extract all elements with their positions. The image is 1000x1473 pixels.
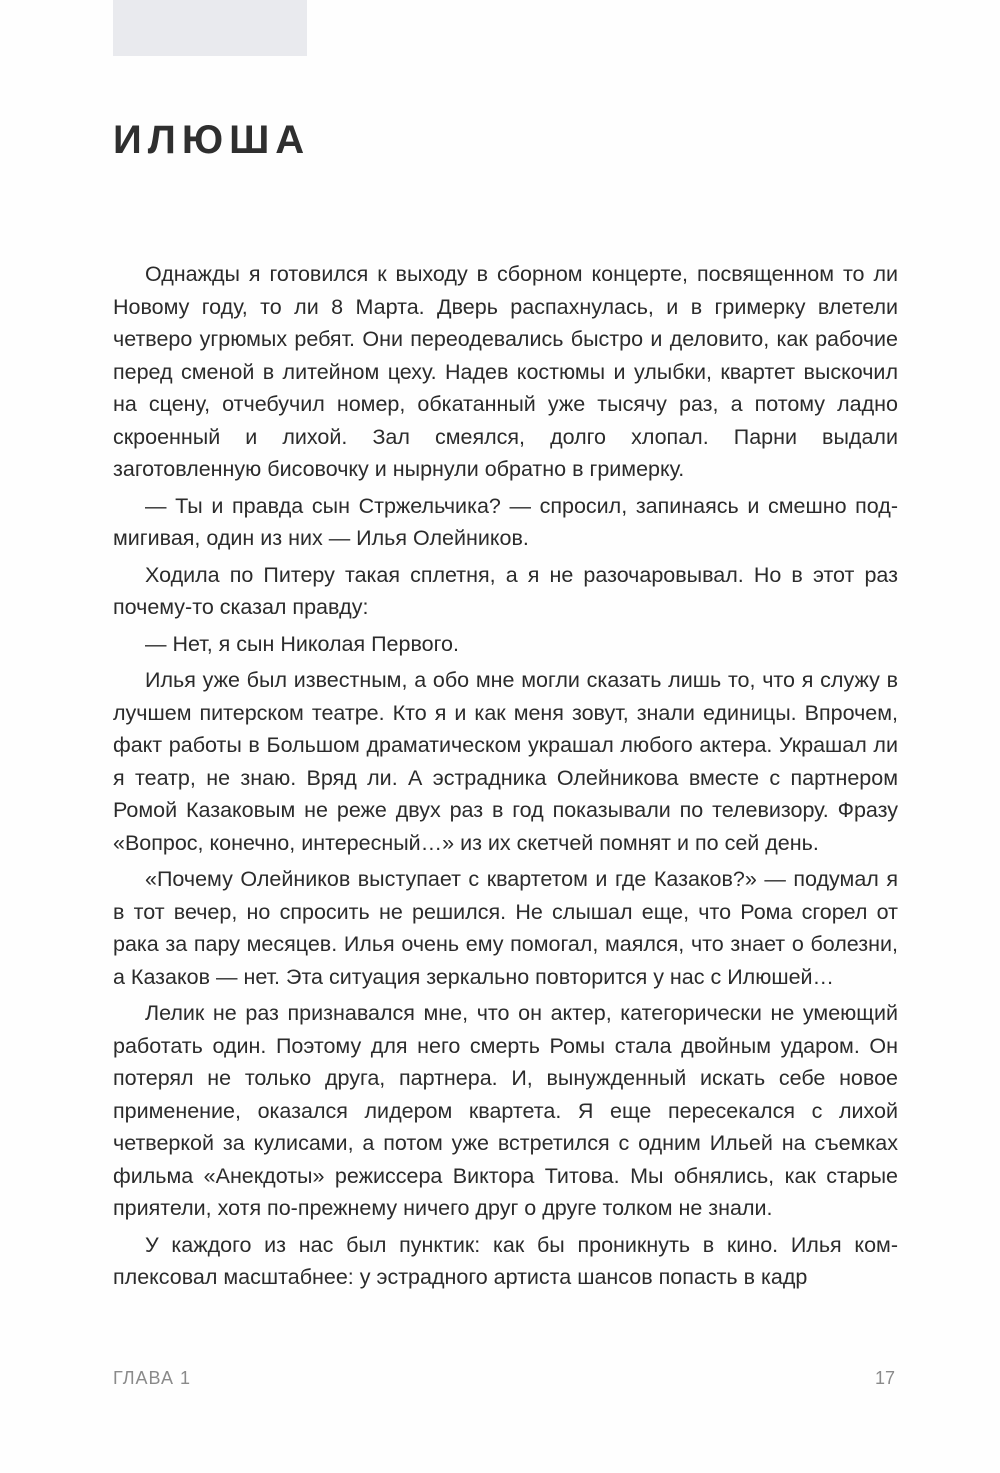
body-text xyxy=(113,258,898,1298)
paragraph: — Нет, я сын Николая Первого. xyxy=(145,631,459,656)
paragraph: «Почему Олейников выступает с квартетом и где Казаков?» — подумал я в тот вечер, но спросить не решился. Не слышал еще, что Рома сгорел от рака за пару месяцев. Илья очень ему помогал, маялся, что знает о болезни, а Казаков — нет. Эта ситуация зеркально повторится у нас с Илюшей… xyxy=(113,867,898,989)
paragraph: Однажды я готовился к выходу в сборном концерте, посвященном то ли Новому году, то ли 8 Марта. Дверь распахнулась, и в гримерку влетели четверо угрюмых ребят. Они переодевались быстро и деловито, как рабочие перед сменой в литейном цеху. Надев костюмы и улыбки, квартет выскочил на сцену, отчебучил номер, обкатанный уже тысячу раз, а потому ладно скроенный и лихой. Зал смеялся, долго хлопал. Парни выдали заготовленную бисовочку и нырнули обратно в гримерку. xyxy=(113,262,898,481)
chapter-title: ИЛЮША xyxy=(113,118,311,162)
page-number: 17 xyxy=(874,1368,895,1388)
paragraph: — Ты и правда сын Стржельчика? — спросил, запинаясь и смешно подмигивая, один из них — Илья Олейников. xyxy=(113,493,898,550)
paragraph: Лелик не раз признавался мне, что он актер, категорически не умеющий работать один. Поэтому для него смерть Ромы стала двойным ударом. Он потерял не только друга, партнера. И, вынужденный искать себе новое применение, оказался лидером квартета. Я еще пересекался с лихой четверкой за кулисами, а потом уже встретился с одним Ильей на съемках фильма «Анекдоты» режиссера Виктора Титова. Мы обнялись, как старые приятели, хотя по-прежнему ничего друг о друге толком не знали. xyxy=(113,1001,898,1220)
header-decoration-block xyxy=(113,0,307,56)
paragraph: Илья уже был известным, а обо мне могли сказать лишь то, что я служу в лучшем питерском театре. Кто я и как меня зовут, знали единицы. Впрочем, факт работы в Большом драматическом украшал любого актера. Украшал ли я театр, не знаю. Вряд ли. А эстрадника Олейникова вместе с партнером Ромой Казаковым не реже двух раз в год показывали по телевизору. Фразу «Вопрос, конечно, интересный…» из их скетчей помнят и по сей день. xyxy=(113,668,898,855)
paragraph: У каждого из нас был пунктик: как бы проникнуть в кино. Илья комплексовал масштабнее: у эстрадного артиста шансов попасть в кадр xyxy=(113,1232,898,1289)
paragraph: Ходила по Питеру такая сплетня, а я не разочаровывал. Но в этот раз почему-то сказал правду: xyxy=(113,562,898,619)
footer-chapter-label: ГЛАВА 1 xyxy=(113,1368,191,1388)
